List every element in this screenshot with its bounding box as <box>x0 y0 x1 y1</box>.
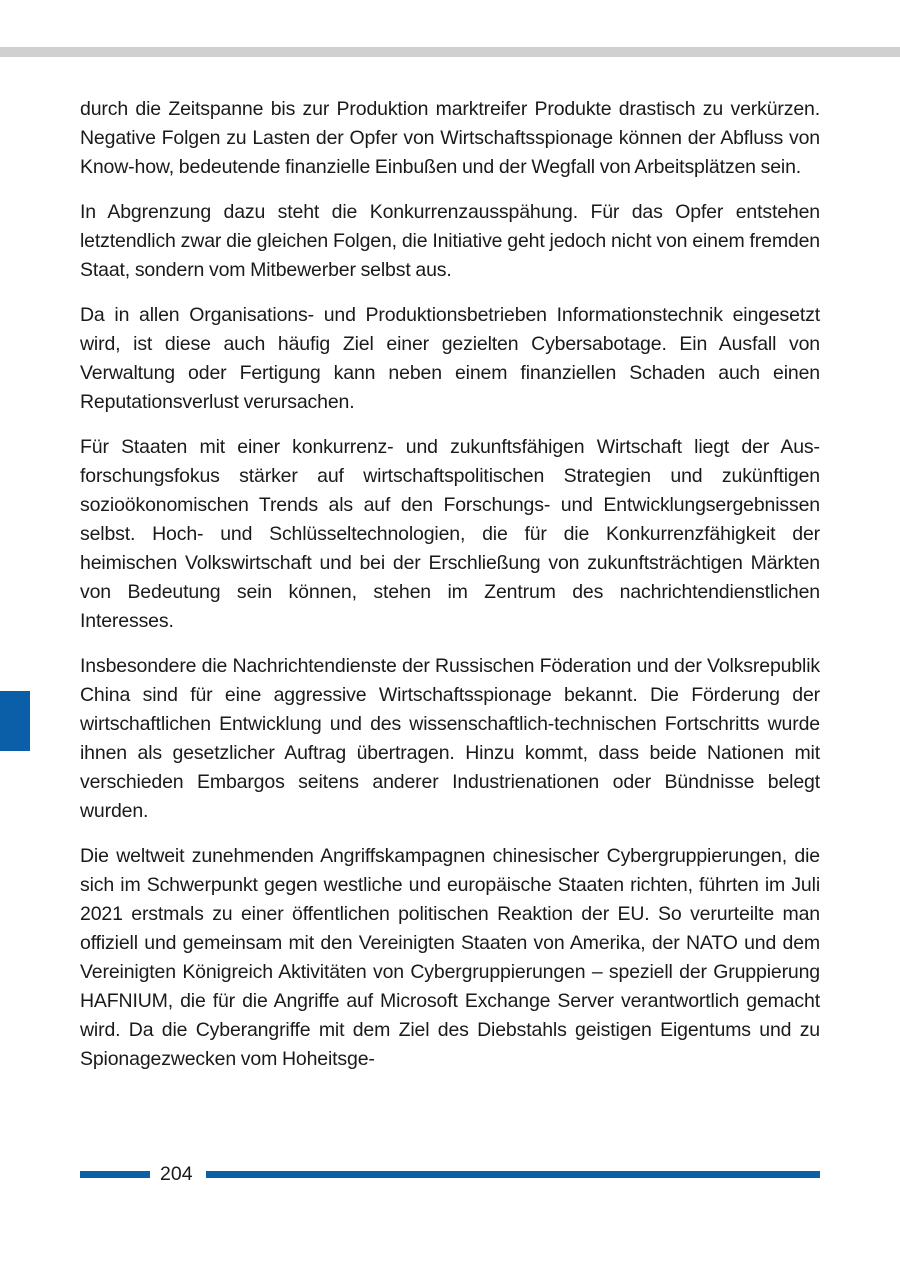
header-rule <box>0 47 900 57</box>
paragraph-1: durch die Zeitspanne bis zur Produktion marktreifer Produkte drastisch zu verkürzen. Negative Folgen zu Lasten der Opfer von Wirtschaftsspionage können der Abfluss von Know-how, bedeutende finanzielle Einbußen und der Wegfall von Arbeitsplätzen sein. <box>80 98 820 178</box>
page-body <box>80 95 820 1090</box>
paragraph-3: Da in allen Organisations- und Produktionsbetrieben Informationstechnik eingesetzt wird, ist diese auch häufig Ziel einer gezielten Cybersabotage. Ein Ausfall von Verwaltung oder Fertigung kann neben einem finanziellen Schaden auch einen Reputationsverlust verursachen. <box>80 304 820 413</box>
footer-rule-left <box>80 1171 150 1178</box>
footer-rule-right <box>206 1171 820 1178</box>
page-number: 204 <box>160 1163 193 1185</box>
paragraph-6: Die weltweit zunehmenden Angriffskampagnen chinesischer Cybergruppierungen, die sich im Schwerpunkt gegen westliche und europäische Staaten richten, führten im Juli 2021 erstmals zu einer öffentlichen politischen Reaktion der EU. So verurteilte man offiziell und gemeinsam mit den Vereinigten Staaten von Amerika, der NATO und dem Vereinigten Königreich Aktivitäten von Cybergruppierungen – speziell der Gruppierung HAFNIUM, die für die Angriffe auf Microsoft Exchange Server verantwortlich gemacht wird. Da die Cyberangriffe mit dem Ziel des Diebstahls geistigen Eigentums und zu Spionagezwecken vom Hoheitsge- <box>80 845 820 1070</box>
chapter-tab-marker <box>0 691 30 751</box>
paragraph-2: In Abgrenzung dazu steht die Konkurrenzausspähung. Für das Opfer entstehen letztendlich zwar die gleichen Folgen, die Initiative geht jedoch nicht von einem fremden Staat, sondern vom Mitbewerber selbst aus. <box>80 201 820 281</box>
paragraph-4: Für Staaten mit einer konkurrenz- und zukunftsfähigen Wirtschaft liegt der Ausforschungsfokus stärker auf wirtschaftspolitischen Strategien und zukünftigen sozioökonomischen Trends als auf den Forschungs- und Entwicklungsergebnissen selbst. Hoch- und Schlüsseltechnologien, die für die Konkurrenzfähigkeit der heimischen Volkswirtschaft und bei der Erschließung von zukunftsträchtigen Märkten von Bedeutung sein können, stehen im Zentrum des nachrichtendienstlichen Interesses. <box>80 436 820 632</box>
page-footer <box>80 1162 820 1186</box>
paragraph-5: Insbesondere die Nachrichtendienste der Russischen Föderation und der Volksrepublik China sind für eine aggressive Wirtschaftsspionage bekannt. Die Förderung der wirtschaftlichen Entwicklung und des wissenschaftlich-technischen Fortschritts wurde ihnen als gesetzlicher Auftrag übertragen. Hinzu kommt, dass beide Nationen mit verschieden Embargos seitens anderer Industrienationen oder Bündnisse belegt wurden. <box>80 655 820 822</box>
